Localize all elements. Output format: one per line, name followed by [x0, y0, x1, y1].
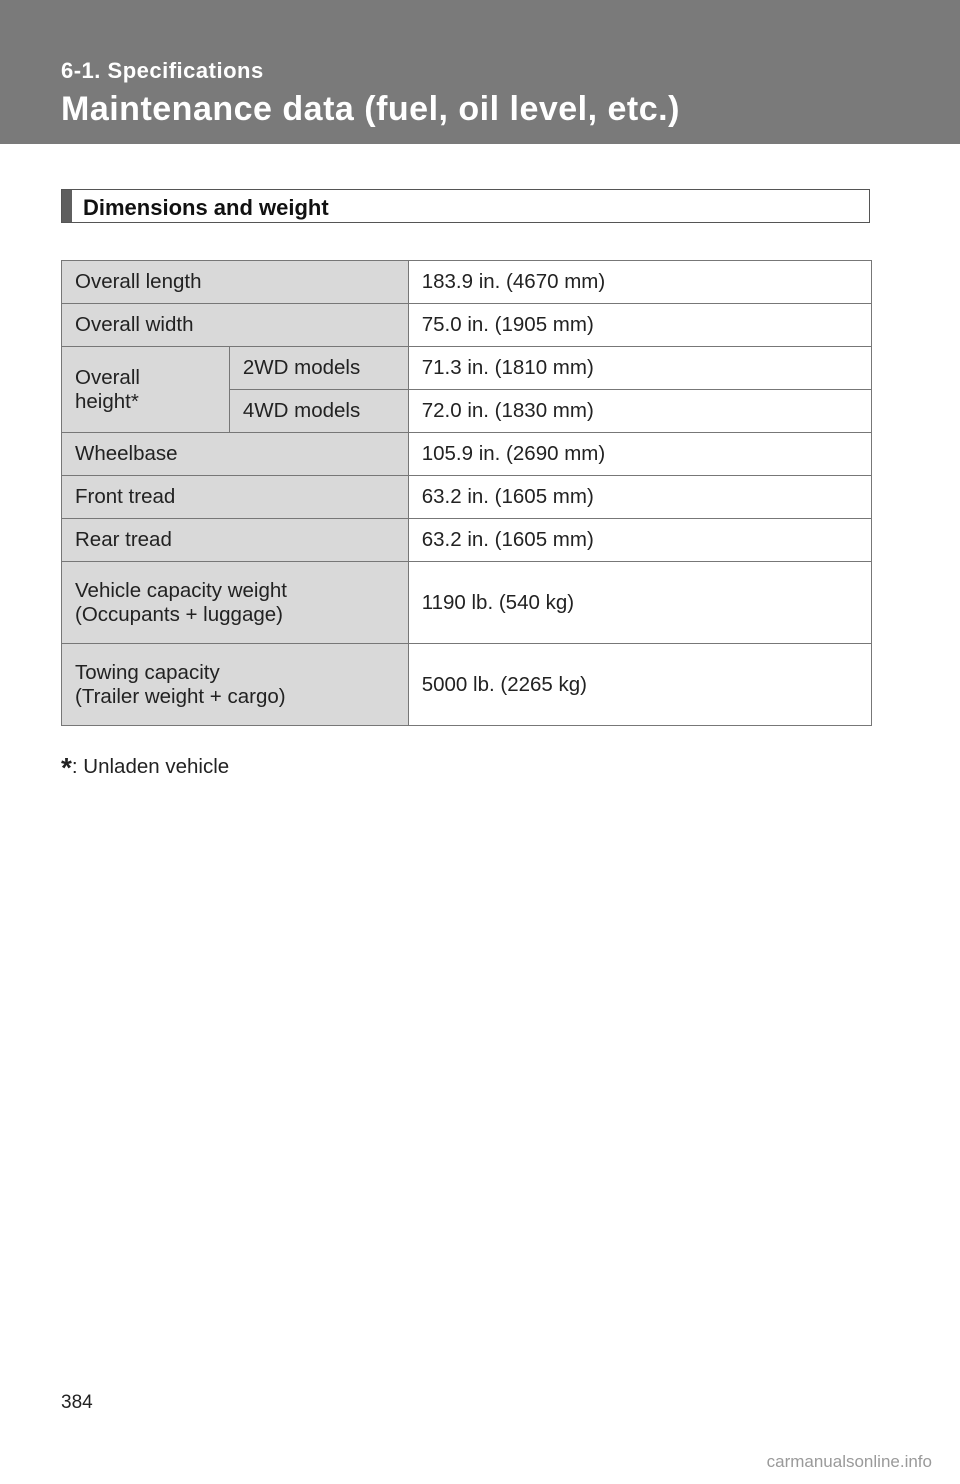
- specifications-table: [61, 260, 872, 726]
- footnote-text: : Unladen vehicle: [71, 755, 230, 778]
- row-value: 183.9 in. (4670 mm): [408, 261, 871, 304]
- row-label-line: (Trailer weight + cargo): [75, 684, 286, 708]
- table-row: [62, 347, 872, 390]
- row-label: Overall length: [62, 261, 409, 304]
- row-label: [62, 644, 409, 726]
- table-row: [62, 261, 872, 304]
- row-value: 71.3 in. (1810 mm): [408, 347, 871, 390]
- row-value: 75.0 in. (1905 mm): [408, 304, 871, 347]
- row-label: Wheelbase: [62, 433, 409, 476]
- page-number: 384: [61, 1392, 93, 1413]
- row-sublabel: 2WD models: [229, 347, 408, 390]
- footnote: [61, 748, 230, 783]
- table-row: [62, 562, 872, 644]
- page-title: Maintenance data (fuel, oil level, etc.): [61, 90, 680, 128]
- row-value: 5000 lb. (2265 kg): [408, 644, 871, 726]
- row-value: 105.9 in. (2690 mm): [408, 433, 871, 476]
- subsection-header: [61, 189, 870, 223]
- table-row: [62, 644, 872, 726]
- table-row: [62, 476, 872, 519]
- section-label: 6-1. Specifications: [61, 58, 264, 83]
- row-value: 72.0 in. (1830 mm): [408, 390, 871, 433]
- row-label-line: (Occupants + luggage): [75, 602, 283, 626]
- row-value: 63.2 in. (1605 mm): [408, 476, 871, 519]
- row-label: [62, 562, 409, 644]
- subsection-title: Dimensions and weight: [83, 195, 329, 220]
- row-label: Rear tread: [62, 519, 409, 562]
- table-row: [62, 433, 872, 476]
- row-label: Overall width: [62, 304, 409, 347]
- row-value: 1190 lb. (540 kg): [408, 562, 871, 644]
- row-label: Overall height*: [62, 347, 230, 433]
- table-row: [62, 519, 872, 562]
- watermark: carmanualsonline.info: [766, 1452, 932, 1471]
- row-value: 63.2 in. (1605 mm): [408, 519, 871, 562]
- footnote-marker: *: [61, 752, 72, 783]
- row-label-line: Towing capacity: [75, 660, 220, 684]
- row-sublabel: 4WD models: [229, 390, 408, 433]
- subsection-marker: [62, 190, 72, 222]
- table-row: [62, 304, 872, 347]
- row-label: Front tread: [62, 476, 409, 519]
- row-label-line: Vehicle capacity weight: [75, 578, 287, 602]
